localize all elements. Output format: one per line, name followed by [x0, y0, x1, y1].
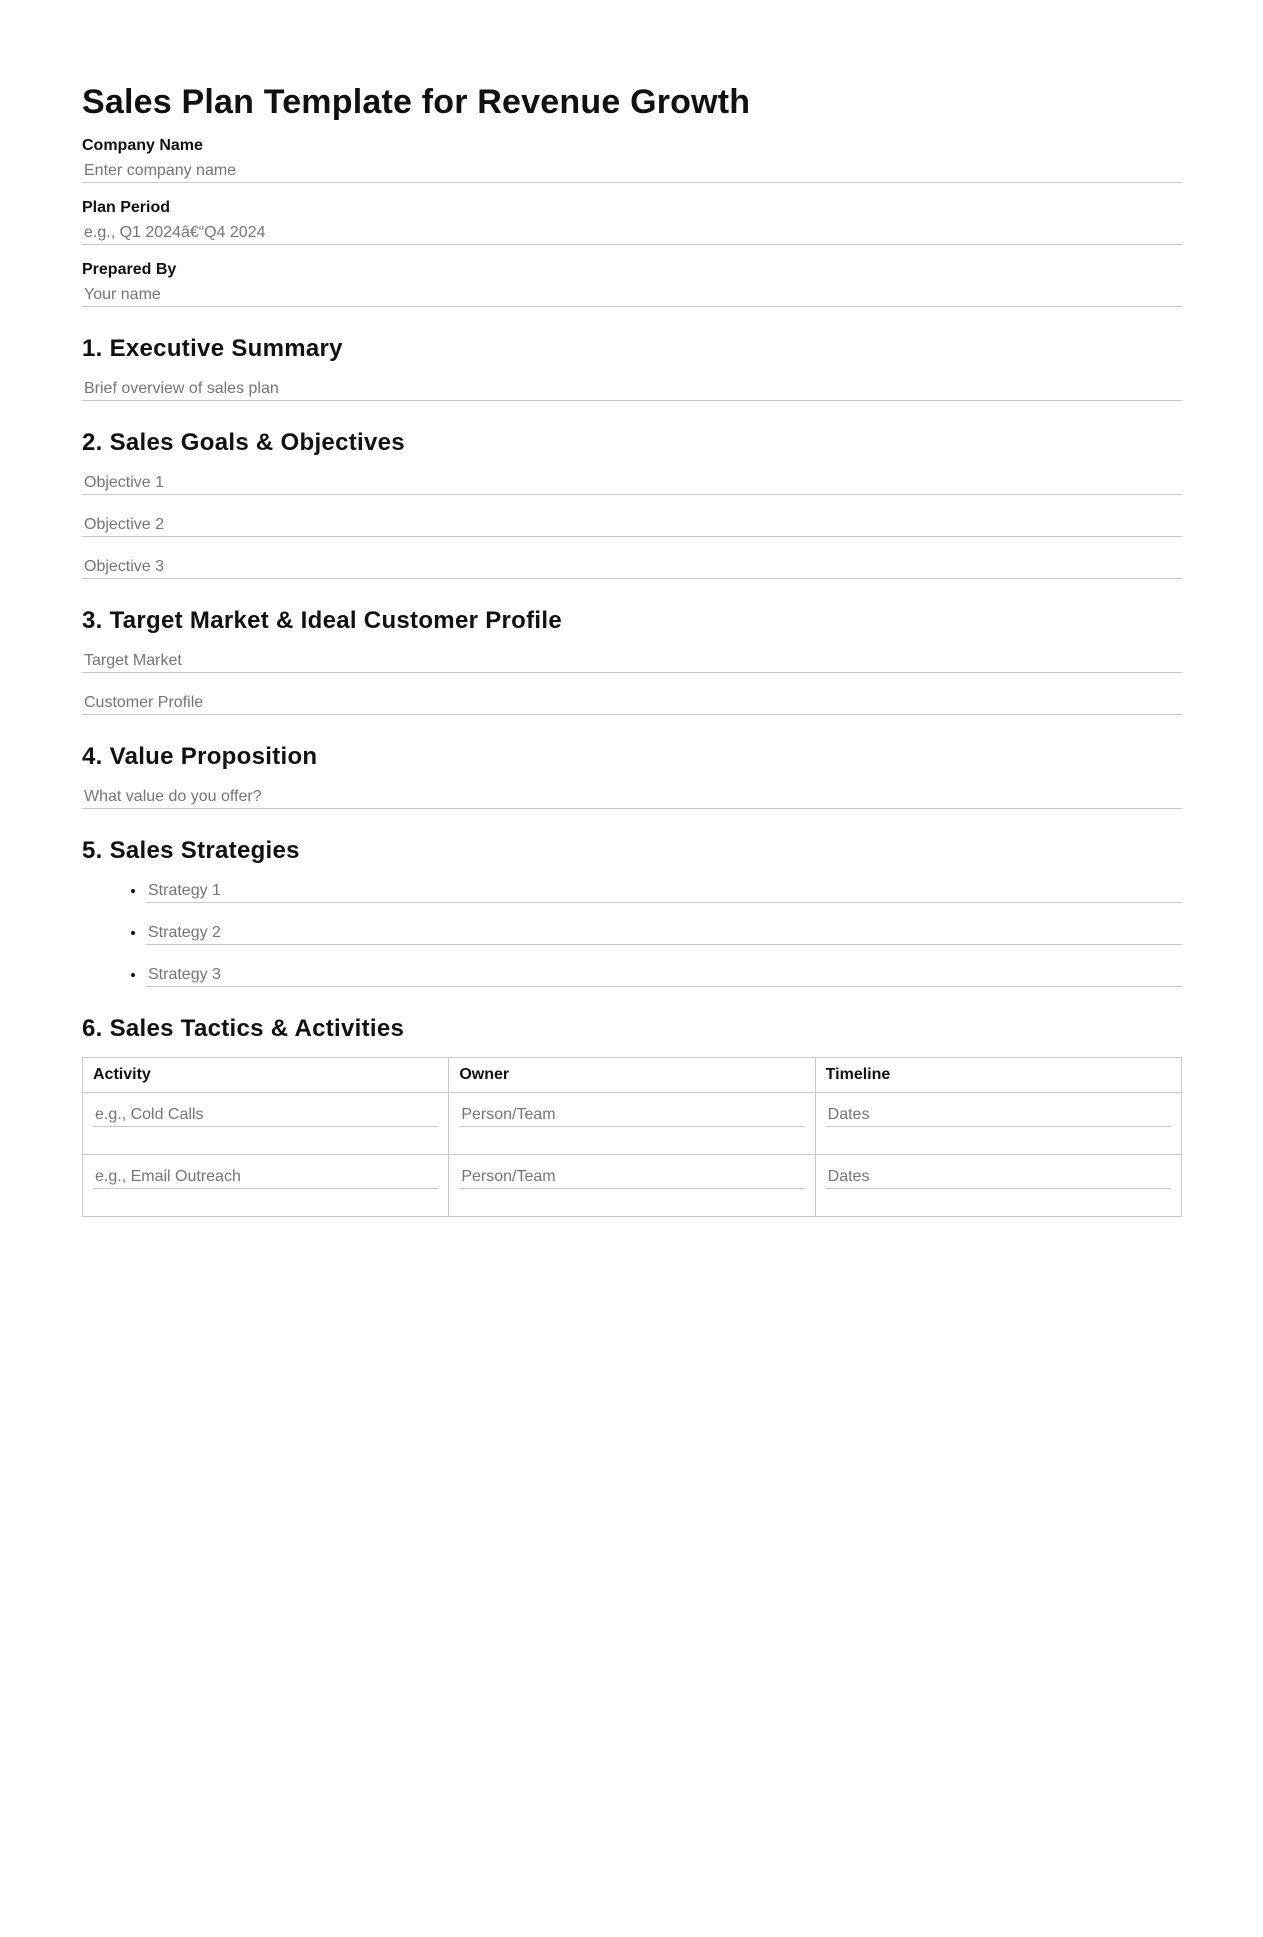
strategy-1-input[interactable]	[146, 879, 1182, 903]
goals-heading: 2. Sales Goals & Objectives	[82, 429, 405, 456]
strategies-heading: 5. Sales Strategies	[82, 837, 300, 864]
target-market-heading: 3. Target Market & Ideal Customer Profile	[82, 607, 562, 634]
header-fields	[82, 137, 1182, 307]
tactics-section	[82, 1015, 1182, 1217]
objective-3-input[interactable]	[82, 555, 1182, 579]
list-item	[146, 921, 1182, 945]
table-cell	[83, 1155, 449, 1217]
table-cell	[449, 1093, 815, 1155]
owner-input[interactable]	[459, 1165, 804, 1189]
goals-section	[82, 429, 1182, 579]
page-title: Sales Plan Template for Revenue Growth	[82, 83, 751, 121]
value-proposition-section	[82, 743, 1182, 809]
table-cell	[815, 1155, 1181, 1217]
table-header-row	[83, 1058, 1182, 1093]
strategy-2-input[interactable]	[146, 921, 1182, 945]
company-name-input[interactable]	[82, 159, 1182, 183]
timeline-input[interactable]	[826, 1165, 1171, 1189]
timeline-input[interactable]	[826, 1103, 1171, 1127]
table-cell	[815, 1093, 1181, 1155]
tactics-table	[82, 1057, 1182, 1217]
customer-profile-input[interactable]	[82, 691, 1182, 715]
target-market-input[interactable]	[82, 649, 1182, 673]
executive-summary-heading: 1. Executive Summary	[82, 335, 343, 362]
company-name-label: Company Name	[82, 137, 203, 154]
activity-input[interactable]	[93, 1103, 438, 1127]
executive-summary-section	[82, 335, 1182, 401]
prepared-by-label: Prepared By	[82, 261, 177, 278]
column-header-owner: Owner	[449, 1058, 815, 1093]
table-cell	[83, 1093, 449, 1155]
objective-1-input[interactable]	[82, 471, 1182, 495]
plan-period-input[interactable]	[82, 221, 1182, 245]
tactics-heading: 6. Sales Tactics & Activities	[82, 1015, 405, 1042]
activity-input[interactable]	[93, 1165, 438, 1189]
strategy-3-input[interactable]	[146, 963, 1182, 987]
executive-summary-input[interactable]	[82, 377, 1182, 401]
prepared-by-input[interactable]	[82, 283, 1182, 307]
table-row	[83, 1093, 1182, 1155]
value-proposition-heading: 4. Value Proposition	[82, 743, 318, 770]
list-item	[146, 879, 1182, 903]
plan-period-label: Plan Period	[82, 199, 171, 216]
strategies-section	[82, 837, 1182, 987]
owner-input[interactable]	[459, 1103, 804, 1127]
table-cell	[449, 1155, 815, 1217]
objective-2-input[interactable]	[82, 513, 1182, 537]
table-row	[83, 1155, 1182, 1217]
value-proposition-input[interactable]	[82, 785, 1182, 809]
list-item	[146, 963, 1182, 987]
target-market-section	[82, 607, 1182, 715]
column-header-timeline: Timeline	[815, 1058, 1181, 1093]
column-header-activity: Activity	[83, 1058, 449, 1093]
strategies-list	[82, 879, 1182, 987]
